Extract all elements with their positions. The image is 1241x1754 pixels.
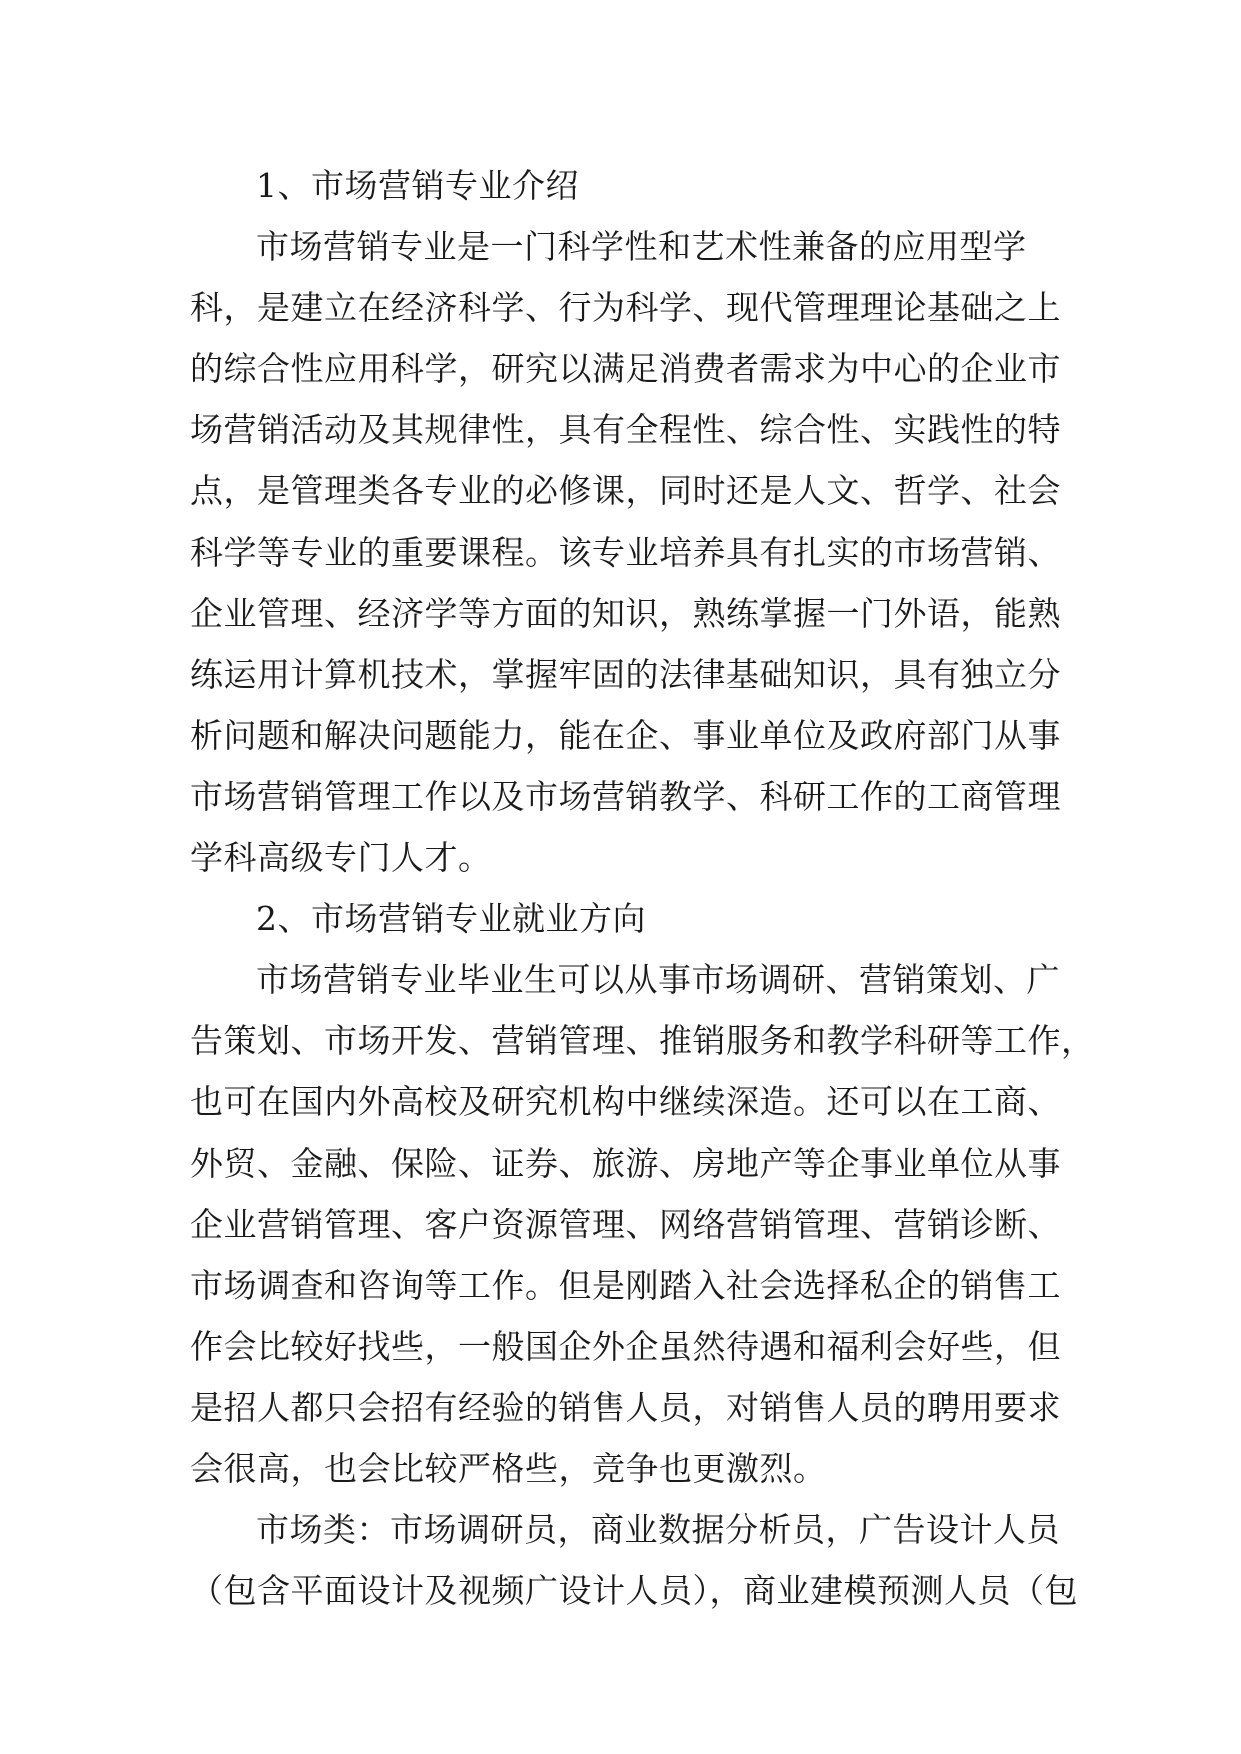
paragraph-line: 练运用计算机技术，掌握牢固的法律基础知识，具有独立分 (190, 654, 1061, 694)
paragraph-line: 场营销活动及其规律性，具有全程性、综合性、实践性的特 (190, 410, 1061, 450)
section-heading: 2、市场营销专业就业方向 (256, 899, 646, 939)
paragraph-line: 市场类：市场调研员，商业数据分析员，广告设计人员 (256, 1510, 1060, 1550)
paragraph-line: 也可在国内外高校及研究机构中继续深造。还可以在工商、 (190, 1082, 1061, 1122)
paragraph-line: 企业管理、经济学等方面的知识，熟练掌握一门外语，能熟 (190, 593, 1061, 633)
paragraph-line: 市场营销专业是一门科学性和艺术性兼备的应用型学 (256, 227, 1027, 267)
paragraph-line: 是招人都只会招有经验的销售人员，对销售人员的聘用要求 (190, 1387, 1061, 1427)
paragraph-line: 会很高，也会比较严格些，竞争也更激烈。 (190, 1448, 827, 1488)
paragraph-line: 析问题和解决问题能力，能在企、事业单位及政府部门从事 (190, 715, 1061, 755)
paragraph-line: 市场调查和咨询等工作。但是刚踏入社会选择私企的销售工 (190, 1265, 1061, 1305)
paragraph-line: 的综合性应用科学，研究以满足消费者需求为中心的企业市 (190, 349, 1061, 389)
document-body (190, 155, 1095, 1621)
paragraph-line: 作会比较好找些，一般国企外企虽然待遇和福利会好些，但 (190, 1326, 1061, 1366)
paragraph-line: （包含平面设计及视频广设计人员），商业建模预测人员（包 (190, 1571, 1078, 1611)
paragraph-line: 告策划、市场开发、营销管理、推销服务和教学科研等工作， (190, 1021, 1095, 1061)
paragraph-line: 市场营销专业毕业生可以从事市场调研、营销策划、广 (256, 960, 1060, 1000)
paragraph-line: 企业营销管理、客户资源管理、网络营销管理、营销诊断、 (190, 1204, 1061, 1244)
section-heading: 1、市场营销专业介绍 (256, 166, 579, 205)
paragraph-line: 学科高级专门人才。 (190, 838, 492, 878)
paragraph-line: 市场营销管理工作以及市场营销教学、科研工作的工商管理 (190, 776, 1061, 816)
paragraph-line: 科学等专业的重要课程。该专业培养具有扎实的市场营销、 (190, 532, 1061, 572)
paragraph-line: 科，是建立在经济科学、行为科学、现代管理理论基础之上 (190, 288, 1061, 328)
paragraph-line: 点，是管理类各专业的必修课，同时还是人文、哲学、社会 (190, 471, 1061, 511)
paragraph-line: 外贸、金融、保险、证券、旅游、房地产等企事业单位从事 (190, 1143, 1061, 1183)
